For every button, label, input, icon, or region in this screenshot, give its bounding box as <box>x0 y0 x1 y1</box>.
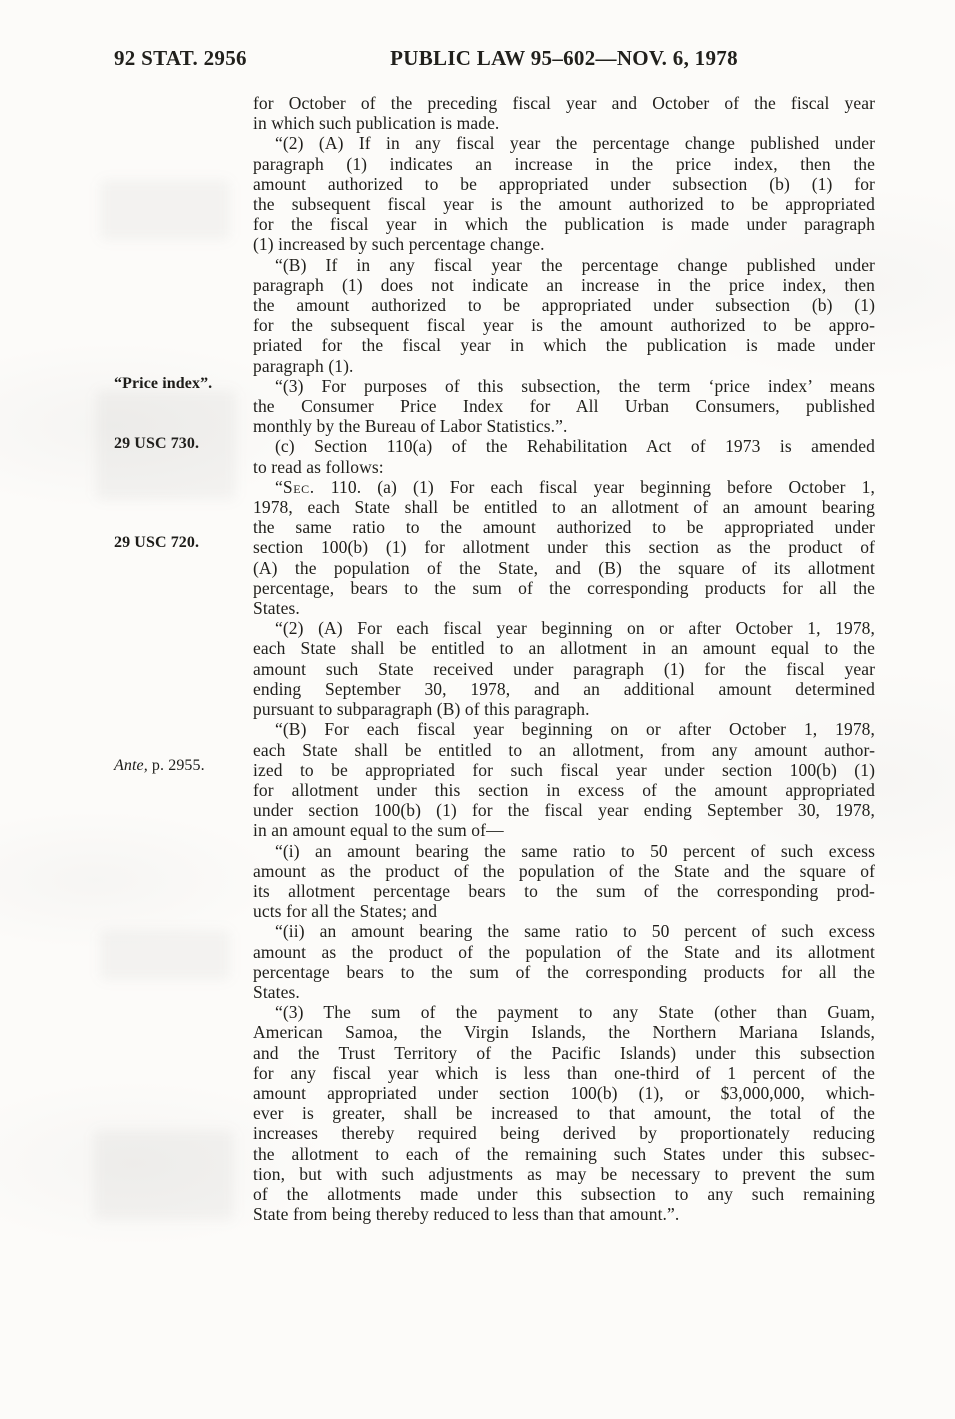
body-line: “(i) an amount bearing the same ratio to 50 percent of such excess <box>275 840 875 861</box>
body-line: percentage, bears to the sum of the corresponding products for all the <box>253 577 875 598</box>
body-line: “(B) If in any fiscal year the percentage change published under <box>275 254 875 275</box>
body-line: the Consumer Price Index for All Urban Consumers, published <box>253 396 875 417</box>
body-line: its allotment percentage bears to the sum of the corresponding prod- <box>253 880 875 901</box>
body-line: the amount authorized to be appropriated under subsection (b) (1) <box>253 295 875 316</box>
body-line: monthly by the Bureau of Labor Statistics.”. <box>253 416 568 437</box>
body-line: States. <box>253 981 300 1002</box>
body-line: percentage bears to the sum of the corresponding products for all the <box>253 961 875 982</box>
body-line: (1) increased by such percentage change. <box>253 234 545 255</box>
scan-artifact <box>100 180 230 240</box>
body-line: of the allotments made under this subsection to any such remaining <box>253 1183 875 1204</box>
body-line: “(3) For purposes of this subsection, the term ‘price index’ means <box>275 375 875 396</box>
body-line: “(B) For each fiscal year beginning on or after October 1, 1978, <box>275 719 875 740</box>
body-line: amount as the product of the population of the State and its allotment <box>253 941 875 962</box>
body-line: (A) the population of the State, and (B) the square of its allotment <box>253 557 875 578</box>
paragraph <box>253 93 875 133</box>
body-line: for allotment under this section in excess of the amount appropriated <box>253 779 875 800</box>
stat-page-number: 92 STAT. 2956 <box>114 46 247 70</box>
body-line: in which such publication is made. <box>253 113 500 134</box>
paragraph <box>253 255 875 376</box>
body-line: States. <box>253 598 300 619</box>
body-line: amount appropriated under section 100(b) (1), or $3,000,000, which- <box>253 1082 875 1103</box>
body-line: section 100(b) (1) for allotment under this section as the product of <box>253 537 875 558</box>
body-line: “(2) (A) For each fiscal year beginning on or after October 1, 1978, <box>275 618 875 639</box>
body-line: paragraph (1) indicates an increase in the price index, then the <box>253 153 875 174</box>
paragraph <box>253 841 875 922</box>
body-line: to read as follows: <box>253 456 384 477</box>
body-line: American Samoa, the Virgin Islands, the Northern Mariana Islands, <box>253 1022 875 1043</box>
body-line: State from being thereby reduced to less than that amount.”. <box>253 1204 680 1225</box>
body-line: “(ii) an amount bearing the same ratio to 50 percent of such excess <box>275 921 875 942</box>
body-line: amount such State received under paragraph (1) for the fiscal year <box>253 658 875 679</box>
body-line: in an amount equal to the sum of— <box>253 820 504 841</box>
body-line: “(2) (A) If in any fiscal year the percentage change published under <box>275 133 875 154</box>
body-line: ized to be appropriated for such fiscal year under section 100(b) (1) <box>253 759 875 780</box>
body-line: for the subsequent fiscal year is the amount authorized to be appro- <box>253 315 875 336</box>
body-line: paragraph (1) does not indicate an increase in the price index, then <box>253 274 875 295</box>
body-line: for the fiscal year in which the publication is made under paragraph <box>253 214 875 235</box>
body-line: the subsequent fiscal year is the amount authorized to be appropriated <box>253 194 875 215</box>
body-line: “Sec. 110. (a) (1) For each fiscal year beginning before October 1, <box>275 476 875 497</box>
body-line: increases thereby required being derived by proportionately reducing <box>253 1123 875 1144</box>
margin-note: 29 USC 720. <box>114 534 200 551</box>
body-line: 1978, each State shall be entitled to an allotment of an amount bearing <box>253 497 875 518</box>
paragraph <box>253 618 875 719</box>
body-line: amount authorized to be appropriated under subsection (b) (1) for <box>253 173 875 194</box>
paragraph <box>253 921 875 1002</box>
margin-note: 29 USC 730. <box>114 435 200 452</box>
margin-note: Ante, p. 2955. <box>114 757 205 774</box>
body-line: the allotment to each of the remaining such States under this subsec- <box>253 1143 875 1164</box>
body-line: amount as the product of the population of the State and the square of <box>253 860 875 881</box>
body-line: each State shall be entitled to an allotment in an amount equal to the <box>253 638 875 659</box>
body-line: priated for the fiscal year in which the publication is made under <box>253 335 875 356</box>
body-line: ending September 30, 1978, and an additional amount determined <box>253 678 875 699</box>
body-line: “(3) The sum of the payment to any State (other than Guam, <box>275 1002 875 1023</box>
public-law-title: PUBLIC LAW 95–602—NOV. 6, 1978 <box>390 46 738 70</box>
paragraph <box>253 1002 875 1224</box>
body-line: ucts for all the States; and <box>253 901 438 922</box>
body-line: (c) Section 110(a) of the Rehabilitation Act of 1973 is amended <box>275 436 875 457</box>
scan-artifact <box>94 1130 234 1220</box>
paragraph <box>253 376 875 437</box>
body-line: and the Trust Territory of the Pacific Islands) under this subsection <box>253 1042 875 1063</box>
margin-note-italic: Ante, <box>114 757 148 774</box>
body-line: pursuant to subparagraph (B) of this paragraph. <box>253 699 590 720</box>
paragraph <box>253 436 875 476</box>
body-line: under section 100(b) (1) for the fiscal year ending September 30, 1978, <box>253 800 875 821</box>
body-line: for any fiscal year which is less than one-third of 1 percent of the <box>253 1062 875 1083</box>
body-line: tion, but with such adjustments as may be necessary to prevent the sum <box>253 1163 875 1184</box>
paragraph <box>253 477 875 618</box>
body-line: paragraph (1). <box>253 355 354 376</box>
scan-artifact <box>96 390 236 500</box>
body-line: the same ratio to the amount authorized to be appropriated under <box>253 517 875 538</box>
margin-note: “Price index”. <box>114 375 213 392</box>
scan-artifact <box>100 930 230 980</box>
body-line: each State shall be entitled to an allotment, from any amount author- <box>253 739 875 760</box>
paragraph <box>253 133 875 254</box>
running-head <box>0 46 955 72</box>
body-line: for October of the preceding fiscal year and October of the fiscal year <box>253 93 875 113</box>
body-text <box>253 93 875 1224</box>
body-line: ever is greater, shall be increased to that amount, the total of the <box>253 1103 875 1124</box>
paragraph <box>253 719 875 840</box>
